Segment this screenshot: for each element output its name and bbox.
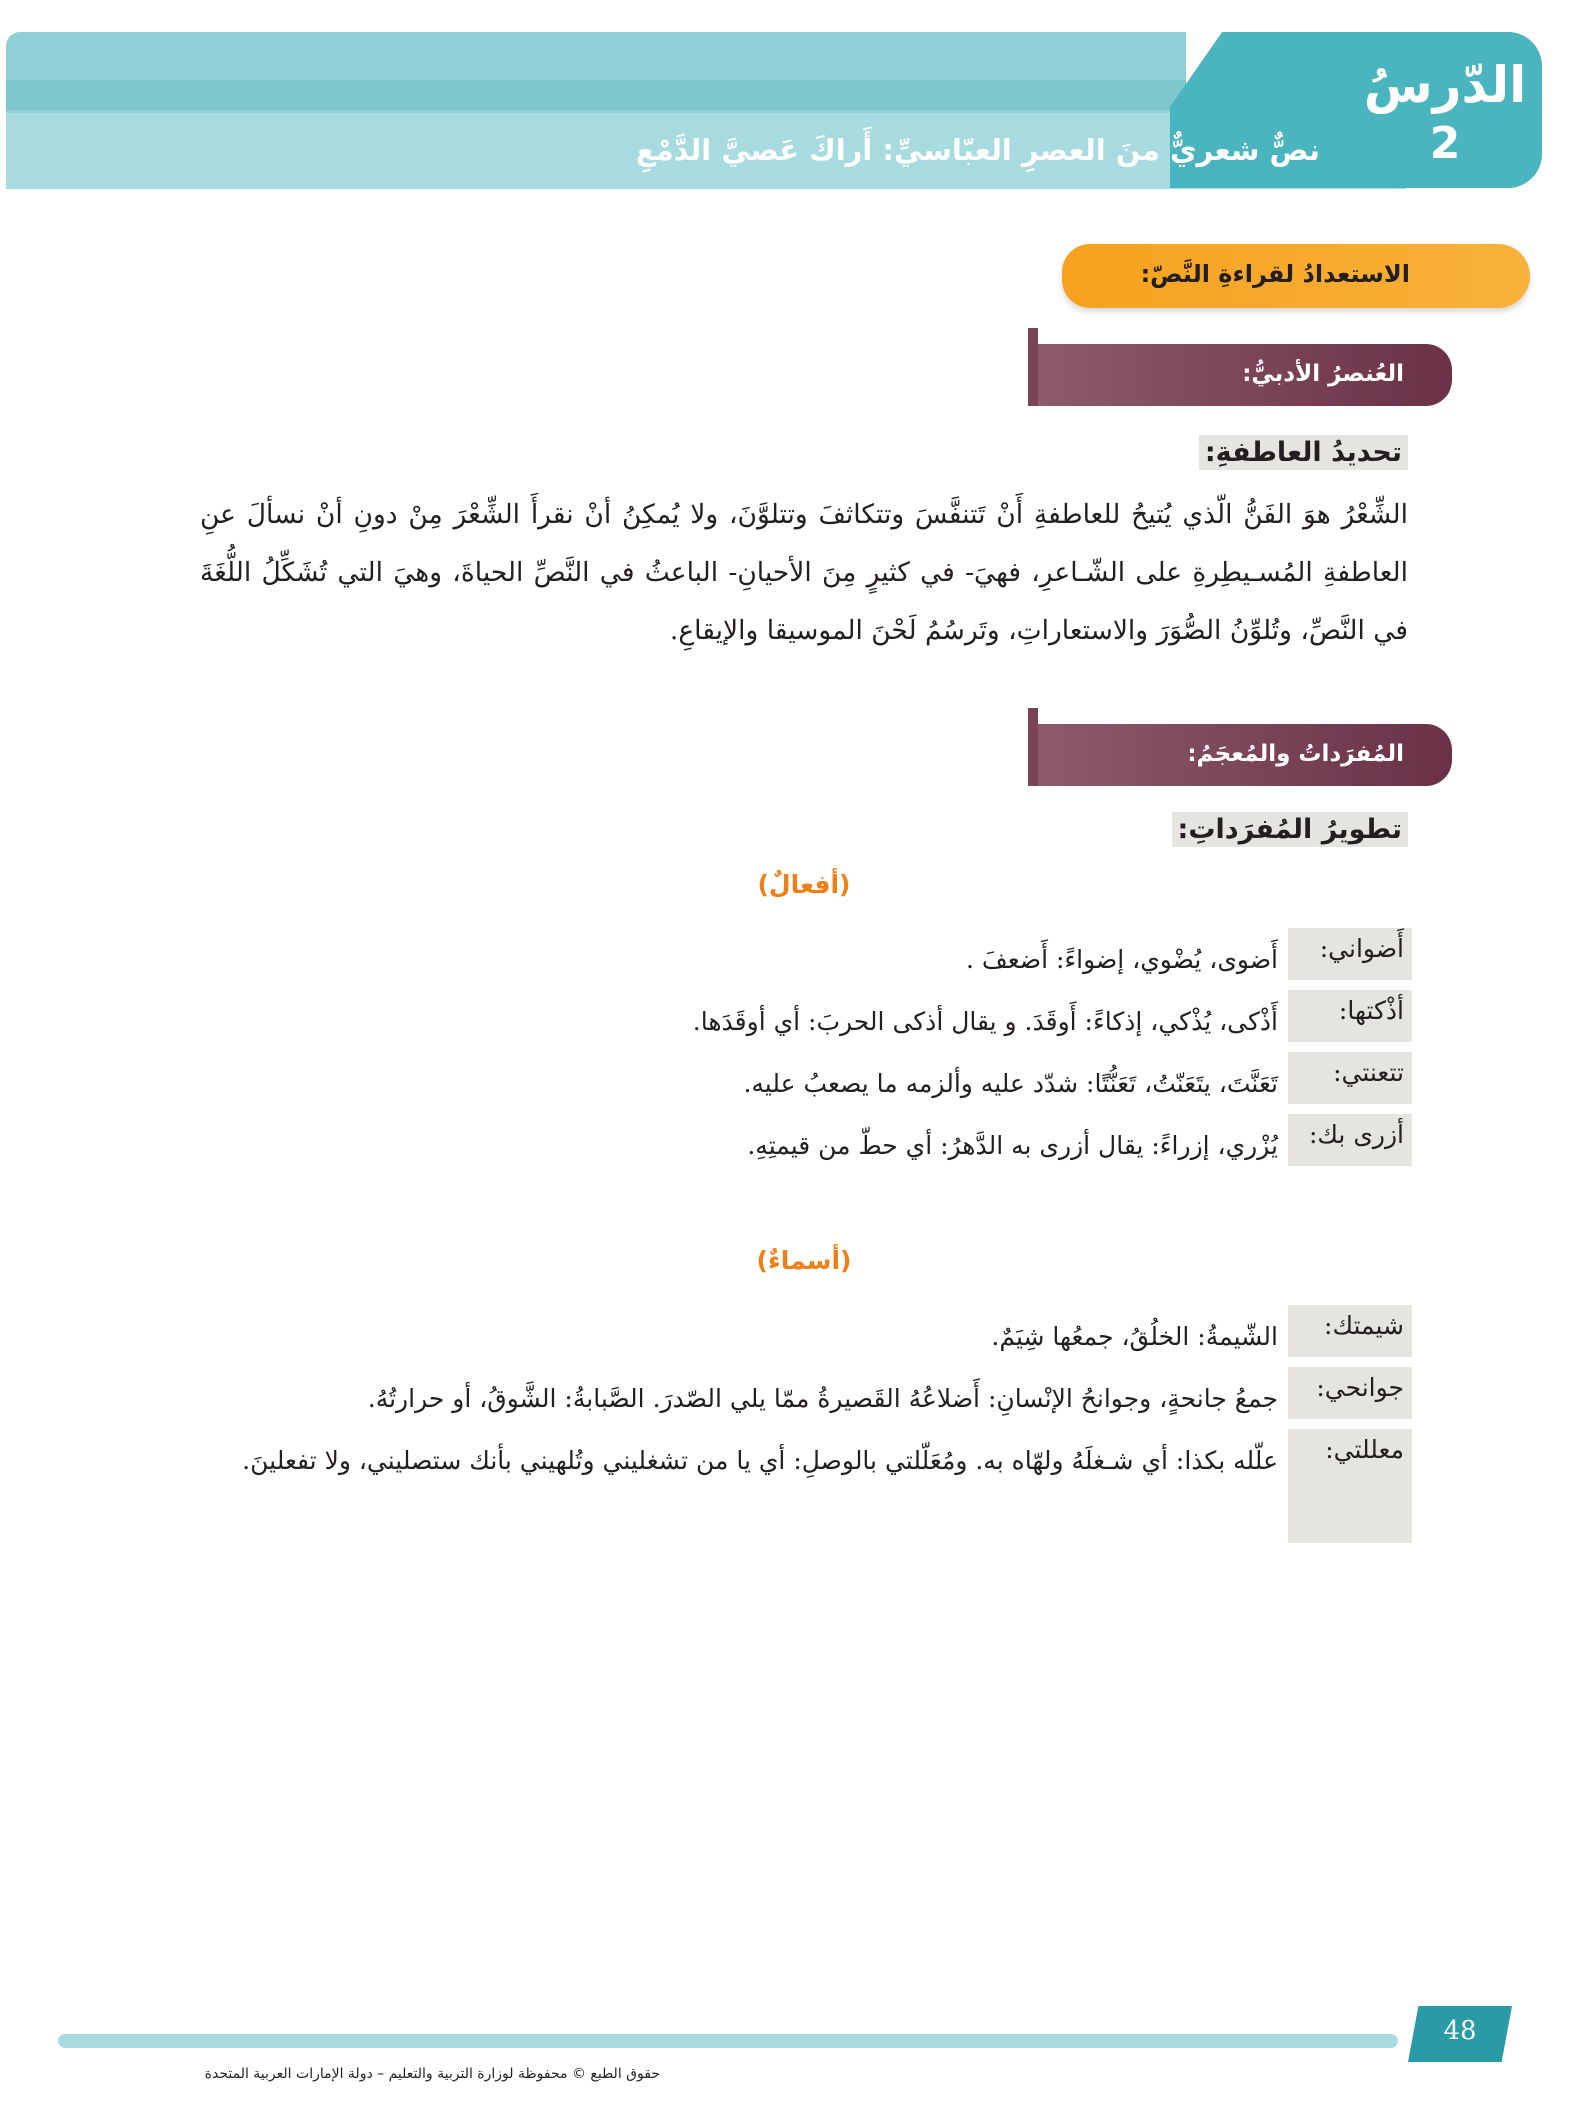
vocab-row [150,990,1412,1048]
vocab-row [150,928,1412,986]
vocab-row [150,1052,1412,1110]
vocab-definition: علّله بكذا: أي شـغلَهُ ولهّاه به. ومُعَلّلتي بالوصلِ: أي يا من تشغليني وتُلهيني بأنك ستصليني، ولا تفعلينَ. [242,1446,1278,1475]
vocab-word: معللتي: [1288,1429,1412,1543]
emotion-paragraph: الشِّعْرُ هوَ الفَنُّ الّذي يُتيحُ للعاطفةِ أَنْ تَتنفَّسَ وتتكاثفَ وتتلوَّنَ، ولا يُمكِنُ أنْ نقرأَ الشِّعْرَ مِنْ دونِ أنْ نسألَ عنِ العاطفةِ المُسـيطِرةِ على الشّـاعرِ، فهيَ- في كثيرٍ مِنَ الأحيانِ- الباعثُ في النَّصِّ الحياةَ، وهيَ التي تُشَكِّلُ اللُّغَةَ في النَّصِّ، وتُلوِّنُ الصُّوَرَ والاستعاراتِ، وتَرسُمُ لَحْنَ الموسيقا والإيقاعِ. [200,499,1408,646]
vocab-definition: الشّيمةُ: الخلُقُ، جمعُها شِيَمٌ. [991,1322,1278,1351]
copyright-notice: حقوق الطبع © محفوظة لوزارة التربية والتعليم – دولة الإمارات العربية المتحدة [204,2066,660,2082]
page-number: 48 [1443,2016,1477,2046]
vocab-definition: أَضوى، يُضْوي، إضواءً: أَضعفَ . [966,945,1278,974]
vocab-row [150,1305,1412,1363]
vocab-section-header [1028,724,1452,786]
vocab-word: أذْكتها: [1288,990,1412,1042]
emotion-heading: تحديدُ العاطفةِ: [1199,435,1408,470]
vocab-definition: تَعَنَّتَ، يتَعَنّتُ، تَعَنُّتًا: شدّد عليه وألزمه ما يصعبُ عليه. [743,1069,1278,1098]
header-banner-stripe [6,80,1186,110]
vocab-word: شيمتك: [1288,1305,1412,1357]
prep-section-label: الاستعدادُ لقراءةِ النَّصّ: [1140,260,1410,288]
footer-bar [58,2034,1398,2048]
verbs-table [150,928,1412,1176]
lesson-title: نصٌّ شعريٌّ منَ العصرِ العبّاسيِّ: أَراكَ عَصيَّ الدَّمْعِ [635,133,1320,167]
vocab-row [150,1114,1412,1172]
lesson-word: الدّرسُ [1363,56,1527,114]
vocab-section-label: المُفرَداتُ والمُعجَمُ: [1187,741,1404,767]
vocab-word: أزرى بك: [1288,1114,1412,1166]
verbs-title: (أفعالٌ) [757,870,851,899]
vocab-row [150,1367,1412,1425]
literary-section-header [1028,344,1452,406]
vocab-word: جوانحي: [1288,1367,1412,1419]
lesson-number: 2 [1429,118,1461,169]
prep-section-header [1062,244,1530,308]
vocab-heading: تطويرُ المُفرَداتِ: [1172,812,1408,847]
vocab-definition: يُزْري، إزراءً: يقال أزرى به الدَّهرُ: أي حطّ من قيمتِهِ. [747,1131,1278,1160]
literary-section-label: العُنصرُ الأدبيُّ: [1242,361,1404,387]
vocab-definition: جمعُ جانحةٍ، وجوانحُ الإنْسانِ: أَضلاعُهُ القَصيرةُ ممّا يلي الصّدرَ. الصَّبابةُ: الشَّوقُ، أو حرارتُهُ. [367,1384,1278,1413]
vocab-row [150,1429,1412,1543]
vocab-word: تتعنتي: [1288,1052,1412,1104]
vocab-definition: أَذْكى، يُذْكي، إذكاءً: أَوقَدَ. و يقال أذكى الحربَ: أي أوقَدَها. [692,1007,1278,1036]
vocab-word: أَضواني: [1288,928,1412,980]
nouns-title: (أسماءٌ) [756,1246,852,1275]
nouns-table [150,1305,1412,1547]
